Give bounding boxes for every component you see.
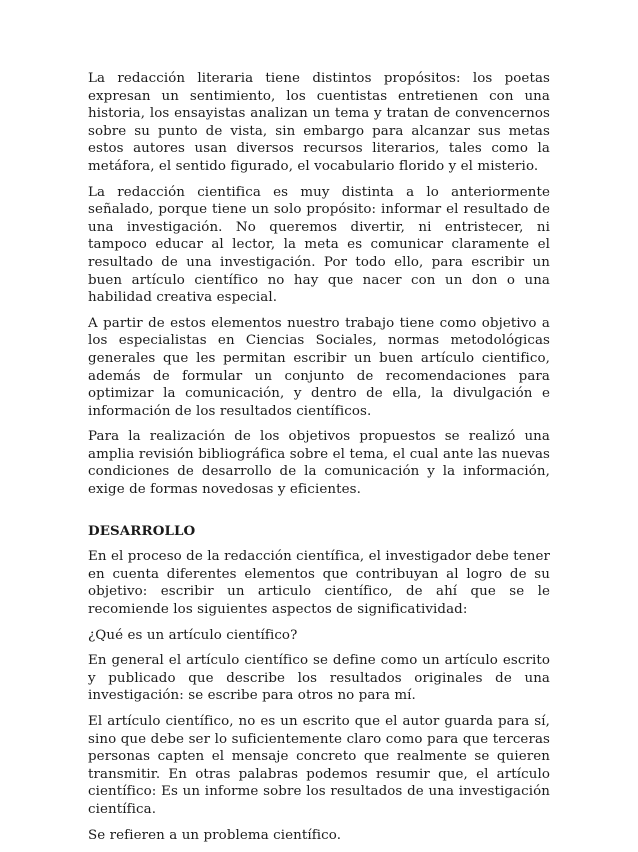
paragraph-intro-4: Para la realización de los objetivos propuestos se realizó una amplia revisión bibliográfica sobre el tema, el cual ante las nuevas condiciones de desarrollo de la comunicación y la información, exige de formas novedosas y eficientes. [88, 429, 550, 498]
paragraph-section-1: En el proceso de la redacción científica, el investigador debe tener en cuenta diferentes elementos que contribuyan al logro de su objetivo: escribir un articulo científico, de ahí que se le recomiende los siguientes aspectos de significatividad: [88, 549, 550, 618]
paragraph-intro-3: A partir de estos elementos nuestro trabajo tiene como objetivo a los especialistas en Ciencias Sociales, normas metodológicas generales que les permitan escribir un buen artículo cientifico, además de formular un conjunto de recomendaciones para optimizar la comunicación, y dentro de ella, la divulgación e información de los resultados científicos. [88, 315, 550, 419]
paragraph-section-2: ¿Qué es un artículo científico? [88, 627, 298, 643]
paragraph-intro-2: La redacción cientifica es muy distinta a lo anteriormente señalado, porque tiene un solo propósito: informar el resultado de una investigación. No queremos divertir, ni entristecer, ni tampoco educar al lector, la meta es comunicar claramente el resultado de una investigación. Por todo ello, para escribir un buen artículo científico no hay que nacer con un don o una habilidad creativa especial. [88, 184, 550, 306]
paragraph-section-4: El artículo científico, no es un escrito que el autor guarda para sí, sino que debe ser lo suficientemente claro como para que terceras personas capten el mensaje concreto que realmente se quieren transmitir. En otras palabras podemos resumir que, el artículo científico: Es un informe sobre los resultados de una investigación científica. [88, 714, 550, 817]
paragraph-section-5: Se refieren a un problema científico. [88, 827, 342, 843]
document-page [88, 70, 550, 852]
paragraph-section-3: En general el artículo científico se define como un artículo escrito y publicado que describe los resultados originales de una investigación: se escribe para otros no para mí. [88, 653, 550, 704]
section-heading: DESARROLLO [88, 522, 196, 539]
paragraph-intro-1: La redacción literaria tiene distintos propósitos: los poetas expresan un sentimiento, los cuentistas entretienen con una historia, los ensayistas analizan un tema y tratan de convencernos sobre su punto de vista, sin embargo para alcanzar sus metas estos autores usan diversos recursos literarios, tales como la metáfora, el sentido figurado, el vocabulario florido y el misterio. [88, 71, 550, 174]
